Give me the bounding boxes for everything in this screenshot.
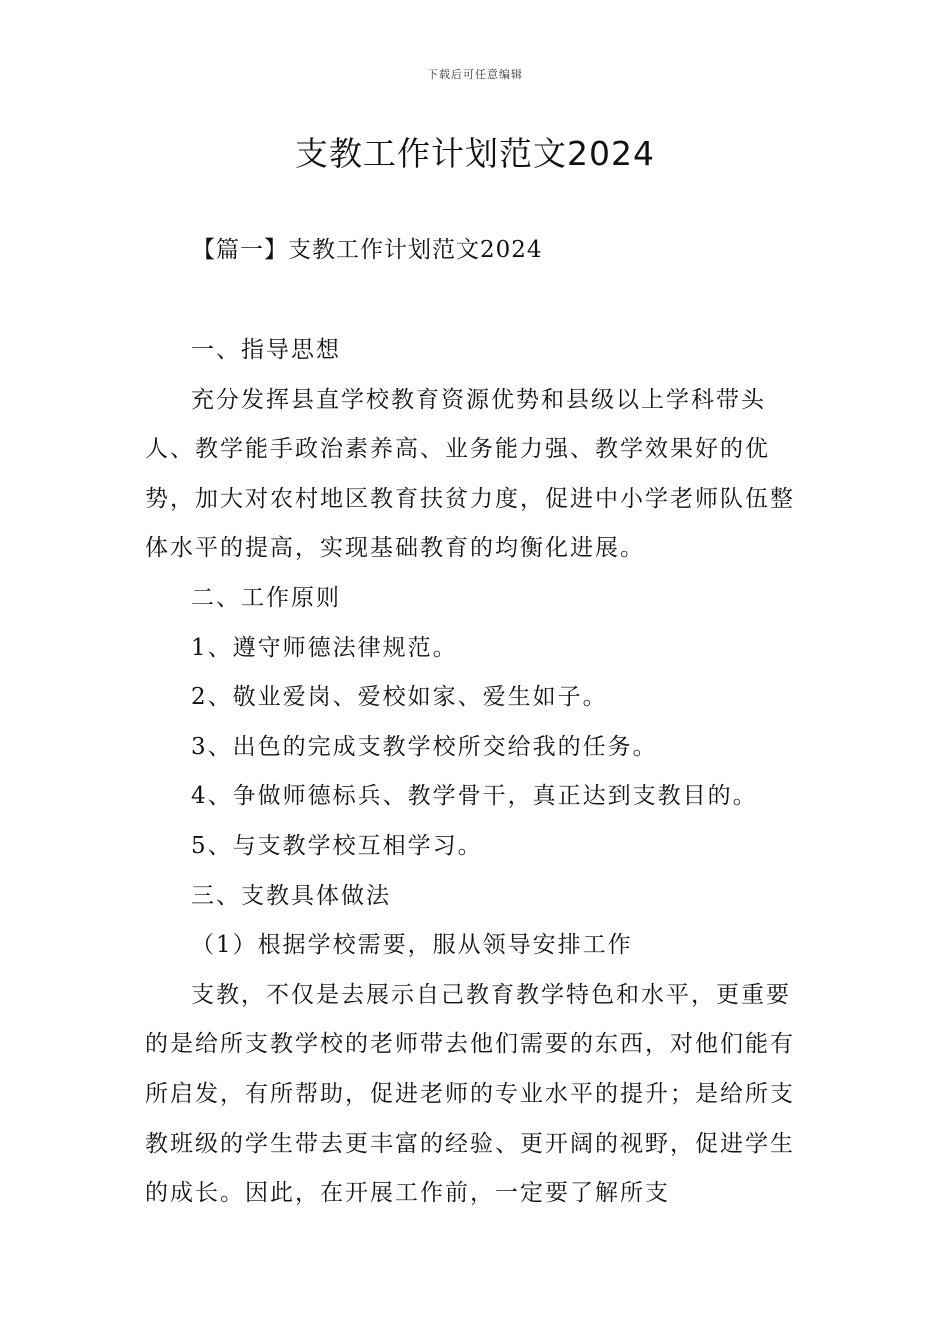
heading-guiding-ideology: 一、指导思想 [191,337,341,363]
subheading-practice-1: （1）根据学校需要，服从领导安排工作 [191,932,633,959]
principle-item-2: 2、敬业爱岗、爱校如家、爱生如子。 [191,684,608,711]
principle-item-5: 5、与支教学校互相学习。 [191,832,483,859]
section-heading: 【篇一】支教工作计划范文2024 [192,237,543,263]
principle-item-3: 3、出色的完成支教学校所交给我的任务。 [191,733,658,760]
heading-work-principles: 二、工作原则 [191,584,341,611]
body-text [145,326,807,1219]
heading-specific-practices: 三、支教具体做法 [191,882,391,909]
principle-item-4: 4、争做师德标兵、教学骨干，真正达到支教目的。 [191,783,758,810]
paragraph-guiding-ideology: 充分发挥县直学校教育资源优势和县级以上学科带头人、教学能手政治素养高、业务能力强、教学效果好的优势，加大对农村地区教育扶贫力度，促进中小学老师队伍整体水平的提高，实现基础教育的均衡化进展。 [145,386,795,562]
header-note: 下载后可任意编辑 [427,68,523,81]
paragraph-practice-1: 支教，不仅是去展示自己教育教学特色和水平，更重要的是给所支教学校的老师带去他们需要的东西，对他们能有所启发，有所帮助，促进老师的专业水平的提升；是给所支教班级的学生带去更丰富的经验、更开阔的视野，促进学生的成长。因此，在开展工作前，一定要了解所支 [145,981,795,1207]
document-title: 支教工作计划范文2024 [295,134,655,173]
principle-item-1: 1、遵守师德法律规范。 [191,634,458,661]
